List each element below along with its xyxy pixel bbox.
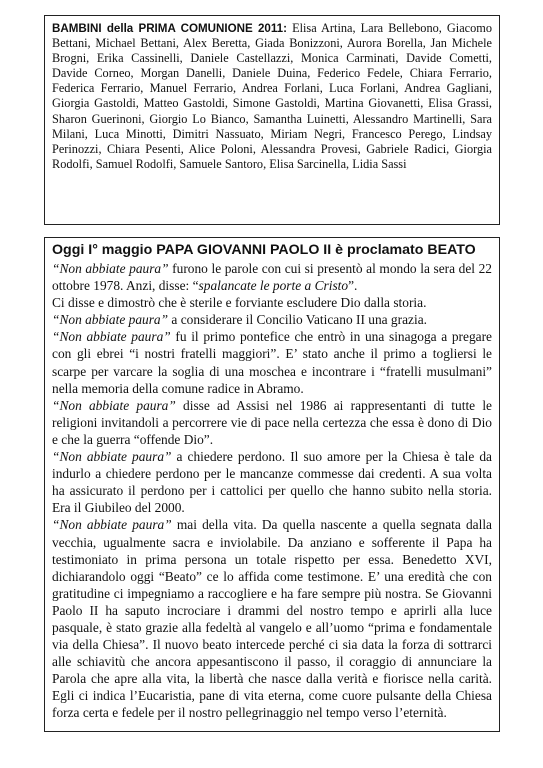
paragraph <box>52 311 492 328</box>
quote-text: “Non abbiate paura” <box>52 312 169 328</box>
paragraph: Ci disse e dimostrò che è sterile e forviante escludere Dio dalla storia. <box>52 295 427 311</box>
paragraph <box>52 397 492 448</box>
quote-text: “Non abbiate paura” <box>52 449 172 465</box>
article-title: Oggi I° maggio PAPA GIOVANNI PAOLO II è proclamato BEATO <box>52 242 476 258</box>
paragraph <box>52 328 492 396</box>
quote-text: “Non abbiate paura” <box>52 329 171 345</box>
paragraph-text: mai della vita. Da quella nascente a quella segnata dalla vecchia, ugualmente sacra e inviolabile. Da anziano e sofferente il Papa ha testimoniato in prima persona un totale rispetto per essa. Benedetto XVI, dichiarandolo oggi “Beato” ce lo affida come testimone. E’ una eredità che con gratitudine ci impegniamo a raccogliere e ha fare sempre più nostra. Se Giovanni Paolo II ha saputo incrociare i drammi del nostro tempo e aprirli alla luce pasquale, è stato grazie alla fedeltà al vangelo e all’uomo “prima e fondamentale via della Chiesa”. Il nuovo beato intercede perché ci sia data la forza di sottrarci alle schiavitù che ancora appesantiscono il passo, il coraggio di annunciare la Parola che apre alla vita, la libertà che nasce dalla verità e fiorisce nella carità. Egli ci indica l’Eucaristia, pane di vita eterna, come cuore pulsante della Chiesa forza certa e fedele per il nostro pellegrinaggio nel tempo verso l’eternità. <box>52 517 492 721</box>
article-body <box>52 260 492 722</box>
paragraph-text: a considerare il Concilio Vaticano II una grazia. <box>168 312 427 328</box>
paragraph-text: a chiedere perdono. Il suo amore per la Chiesa è tale da indurlo a chiedere perdono per le mancanze commesse dai credenti. A sua volta ha assicurato il perdono per i cattolici per quello che hanno subito nella storia. Era il Giubileo del 2000. <box>52 449 492 516</box>
paragraph-text: disse ad Assisi nel 1986 ai rappresentanti di tutte le religioni invitandoli a percorrere vie di pace nella certezza che essa è dono di Dio e che la guerra “offende Dio”. <box>52 397 492 447</box>
communion-heading: BAMBINI della PRIMA COMUNIONE 2011: <box>52 22 287 35</box>
communion-names: Elisa Artina, Lara Bellebono, Giacomo Bettani, Michael Bettani, Alex Beretta, Giada Bonizzoni, Aurora Borella, Jan Michele Brogni, Erika Cassinelli, Daniele Castellazzi, Monica Carminati, Davide Cometti, Davide Corneo, Morgan Danelli, Daniele Duina, Federico Fedele, Chiara Ferrario, Federica Ferrario, Manuel Ferrario, Andrea Forlani, Luca Forlani, Andrea Gagliani, Giorgia Gastoldi, Matteo Gastoldi, Simone Gastoldi, Martina Giovanetti, Elisa Grassi, Sharon Guerinoni, Giorgio Lo Bianco, Samantha Luinetti, Alessandro Martinelli, Sara Milani, Luca Minotti, Dimitri Nassuato, Miriam Negri, Francesco Perego, Lindsay Perinozzi, Chiara Pesenti, Alice Poloni, Alessandra Provesi, Gabriele Radici, Giorgia Rodolfi, Samuel Rodolfi, Samuele Santoro, Elisa Sarcinella, Lidia Sassi <box>52 21 492 171</box>
article-box <box>44 237 500 732</box>
paragraph-text: ”. <box>348 278 358 294</box>
paragraph <box>52 448 492 516</box>
quote-text: “Non abbiate paura” <box>52 517 172 533</box>
paragraph-text: fu il primo pontefice che entrò in una sinagoga a pregare con gli ebrei “i nostri fratelli maggiori”. E’ stato anche il primo a togliersi le scarpe per varcare la soglia di una moschea e incontrare i “fratelli musulmani” nella memoria della comune radice in Abramo. <box>52 329 492 396</box>
quote-text: “Non abbiate paura” <box>52 397 176 413</box>
quote-text: spalancate le porte a Cristo <box>198 278 349 294</box>
communion-names-box <box>44 15 500 225</box>
paragraph <box>52 260 492 294</box>
quote-text: “Non abbiate paura” <box>52 261 169 276</box>
paragraph <box>52 516 492 721</box>
paragraph-text: furono le parole con cui si presentò al mondo la sera del 22 ottobre 1978. Anzi, disse: “ <box>52 261 492 294</box>
